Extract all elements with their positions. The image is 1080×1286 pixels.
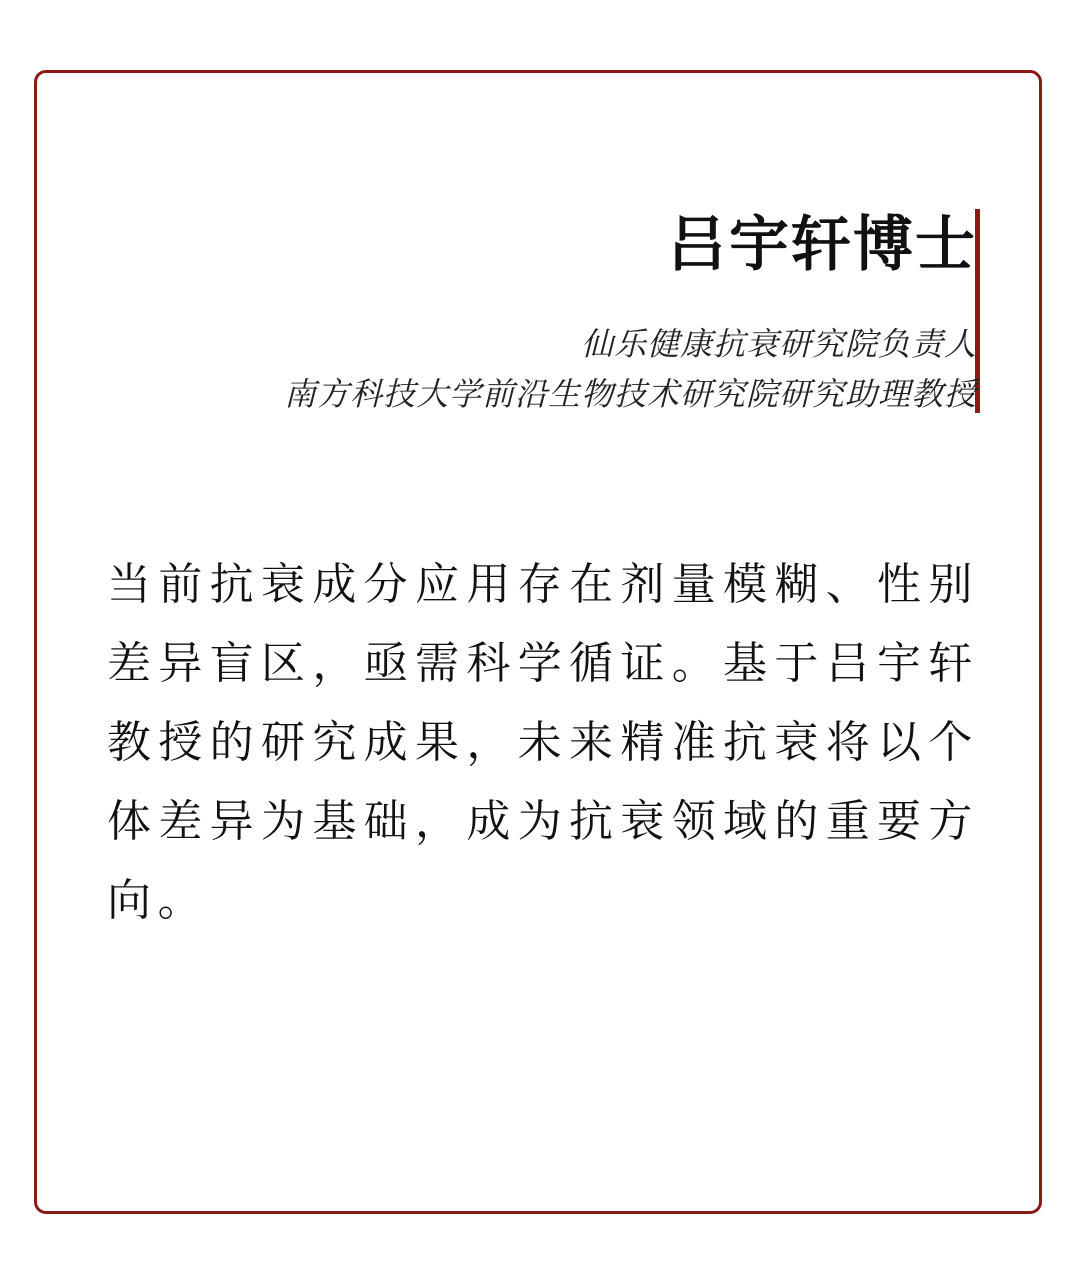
affiliation-line: 仙乐健康抗衰研究院负责人 bbox=[580, 325, 977, 363]
profile-header bbox=[117, 209, 977, 419]
person-name: 吕宇轩博士 bbox=[667, 210, 977, 280]
quote-card bbox=[34, 70, 1042, 1214]
affiliation-line: 南方科技大学前沿生物技术研究院研究助理教授 bbox=[283, 375, 977, 413]
affiliation-list bbox=[117, 319, 977, 419]
quote-text: 当前抗衰成分应用存在剂量模糊、性别差异盲区，亟需科学循证。基于吕宇轩教授的研究成果，未来精准抗衰将以个体差异为基础，成为抗衰领域的重要方向。 bbox=[107, 559, 979, 926]
